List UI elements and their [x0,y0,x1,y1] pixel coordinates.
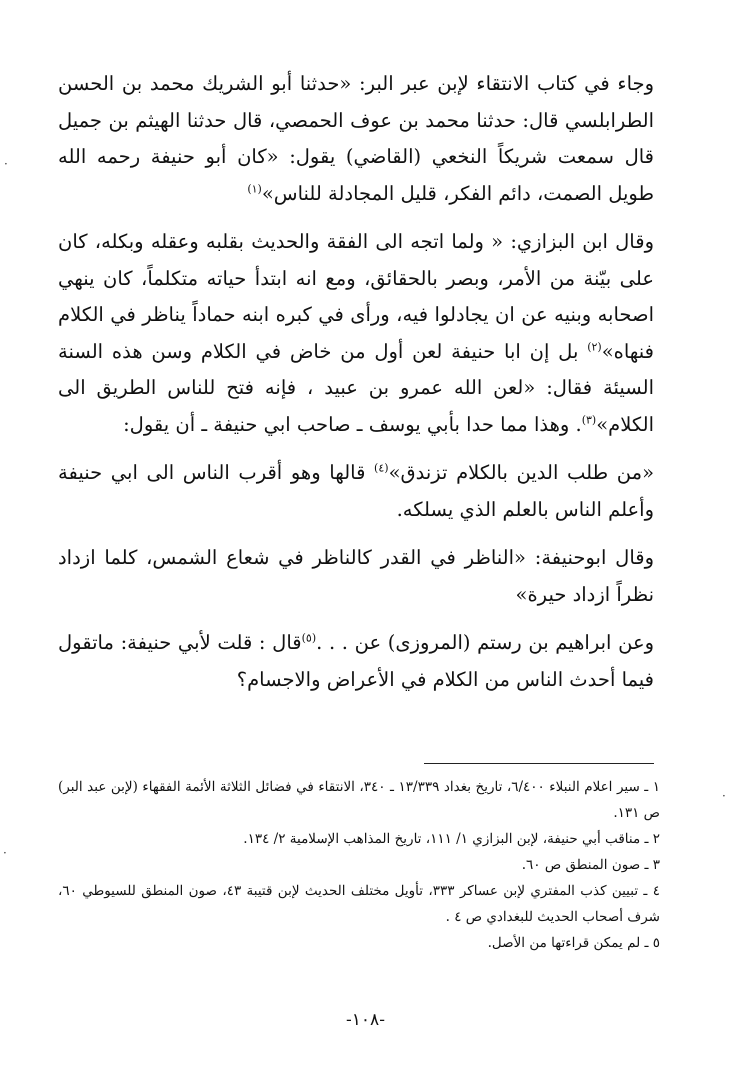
margin-dot-mark: · [4,157,8,171]
footnote-4: ٤ ـ تبيين كذب المفتري لإبن عساكر ٣٣٣، تأويل مختلف الحديث لإبن قتيبة ٤٣، صون المنطق للسيوطي ٦٠، شرف أصحاب الحديث للبغدادي ص ٤ . [58,883,660,925]
footnote-5: ٥ ـ لم يمكن قراءتها من الأصل. [487,935,660,951]
paragraph-2-continuation: بل إن ابا حنيفة لعن أول من خاض في الكلام وسن هذه السنة السيئة فقال: «لعن الله عمرو بن عبيد ، فإنه فتح للناس الطريق الى الكلام» [58,339,654,436]
paragraph-4-text: وقال ابوحنيفة: «الناظر في القدر كالناظر في شعاع الشمس، كلما ازداد نظراً ازداد حيرة» [58,546,654,606]
footnotes [58,774,660,956]
footnote-separator [424,763,654,764]
paragraph-3-text: «من طلب الدين بالكلام تزندق» [388,461,655,484]
footnote-1: ١ ـ سير اعلام النبلاء ٦/٤٠٠، تاريخ بغداد ١٣/٣٣٩ ـ ٣٤٠، الانتقاء في فضائل الثلاثة الأئمة الفقهاء (لإبن عبد البر) ص ١٣١. [58,779,661,821]
margin-dot-mark: · [722,789,726,803]
paragraph-5 [58,625,654,698]
margin-dot-mark: · [3,846,7,860]
footnote-ref-1: (١) [247,182,262,195]
footnote-ref-4: (٤) [374,461,389,475]
paragraph-3 [58,455,654,528]
footnote-ref-3: (٣) [581,413,597,426]
paragraph-4 [58,540,654,613]
footnote-3: ٣ ـ صون المنطق ص ٦٠. [521,857,660,873]
paragraph-5-continuation: قال : قلت لأبي حنيفة: ماتقول فيما أحدث الناس من الكلام في الأعراض والاجسام؟ [58,631,654,691]
paragraph-2 [58,224,654,443]
paragraph-3-continuation: قالها وهو أقرب الناس الى ابي حنيفة وأعلم الناس بالعلم الذي يسلكه. [58,461,654,521]
paragraph-1-text: وجاء في كتاب الانتقاء لإبن عبر البر: «حدثنا أبو الشريك محمد بن الحسن الطرابلسي قال: حدثنا محمد بن عوف الحمصي، قال حدثنا الهيثم بن جميل قال سمعت شريكاً النخعي (القاضي) يقول: «كان أبو حنيفة رحمه الله طويل الصمت، دائم الفكر، قليل المجادلة للناس» [58,72,654,205]
paragraph-2-text: وقال ابن البزازي: « ولما اتجه الى الفقة والحديث بقلبه وعقله وبكله، كان على بيّنة من الأمر، وبصر بالحقائق، ومع انه ابتدأ حياته متكلماً، كان ينهي اصحابه وبنيه عن ان يجادلوا فيه، ورأى في كبره ابنه حماداً يناظر في الكلام فنهاه» [58,230,654,363]
paragraph-5-text: وعن ابراهيم بن رستم (المروزى) عن . . . [316,631,654,654]
paragraph-2-ending: . وهذا مما حدا بأبي يوسف ـ صاحب ابي حنيفة ـ أن يقول: [123,412,582,436]
page-number: -١٠٨- [346,1010,385,1030]
paragraph-1 [58,66,654,212]
footnote-ref-2: (٢) [587,340,602,353]
footnote-ref-5: (٥) [301,631,317,645]
footnote-2: ٢ ـ مناقب أبي حنيفة، لإبن البزازي ١/ ١١١، تاريخ المذاهب الإسلامية ٢/ ١٣٤. [243,831,660,847]
main-text [58,66,654,698]
